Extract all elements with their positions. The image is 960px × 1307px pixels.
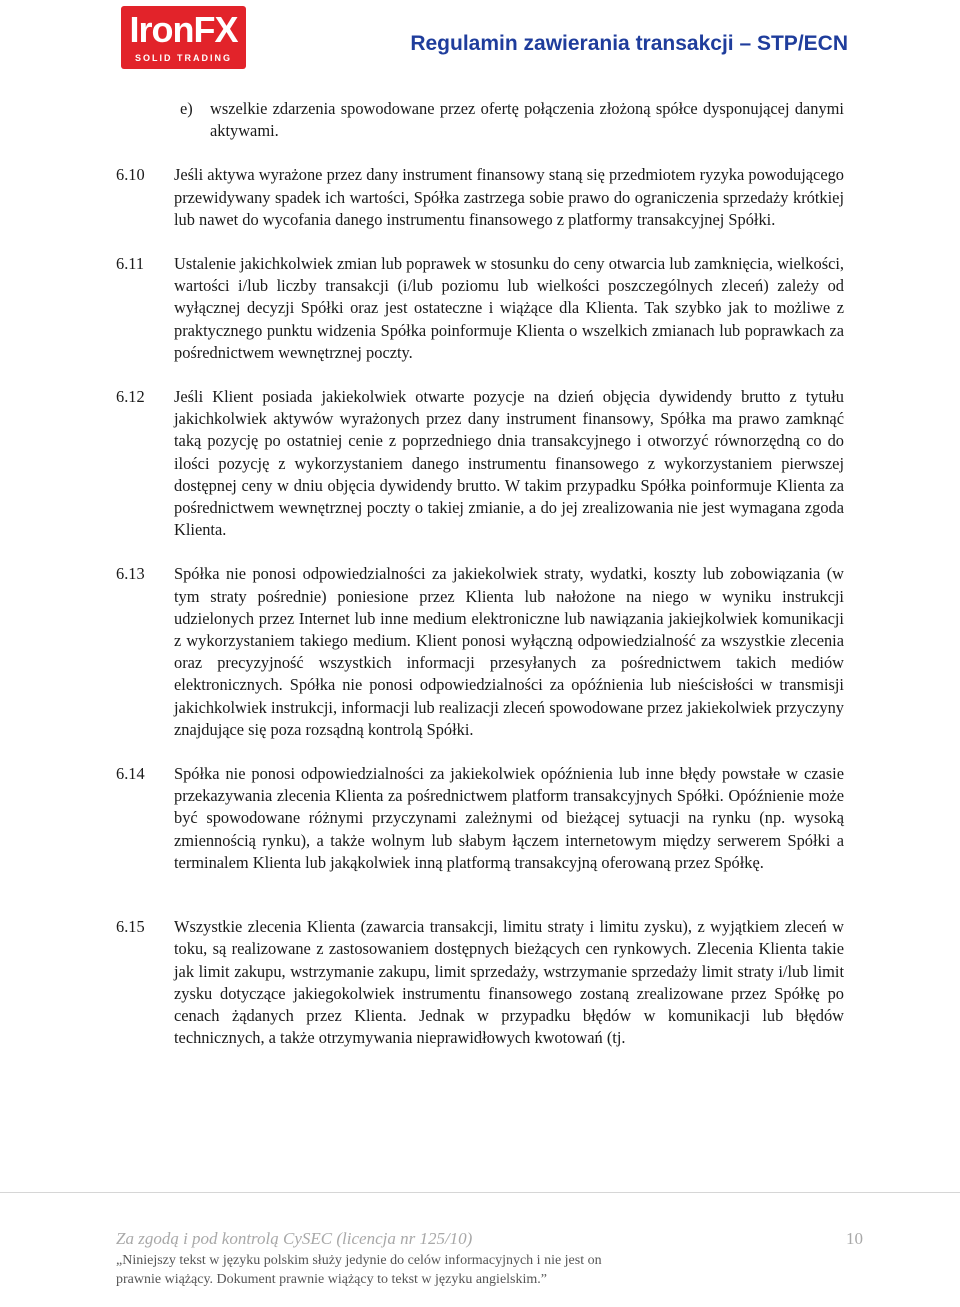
- logo-tagline: SOLID TRADING: [135, 53, 232, 63]
- section-6-15: [116, 916, 844, 1049]
- section-text: Wszystkie zlecenia Klienta (zawarcia transakcji, limitu straty i limitu zysku), z wyjątkiem zleceń w toku, są realizowane z zastosowaniem dostępnych bieżących cen rynkowych. Zlecenia Klienta takie jak limit zakupu, wstrzymanie zakupu, limit sprzedaży, wstrzymanie sprzedaży limit straty i/lub limit zysku dotyczące jakiegokolwiek instrumentu finansowego zostaną zrealizowane przez Spółkę po cenach żądanych przez Klienta. Jednak w przypadku błędów w komunikacji lub błędów technicznych, a także otrzymywania nieprawidłowych kwotowań (tj.: [174, 917, 844, 1048]
- list-item-e: [116, 98, 844, 142]
- footer-divider: [0, 1192, 960, 1193]
- item-number: e): [180, 99, 193, 118]
- section-number: 6.10: [116, 165, 145, 185]
- section-6-11: [116, 253, 844, 364]
- section-number: 6.14: [116, 764, 145, 784]
- item-text: wszelkie zdarzenia spowodowane przez ofertę połączenia złożoną spółce dysponującej danymi aktywami.: [210, 99, 844, 141]
- ironfx-logo: [121, 6, 246, 69]
- section-text: Jeśli Klient posiada jakiekolwiek otwarte pozycje na dzień objęcia dywidendy brutto z tytułu jakichkolwiek aktywów wyrażonych przez dany instrument finansowy, Spółka ma prawo zamknąć taką pozycję po ostatniej cenie z poprzedniego dnia transakcyjnego i otworzyć równorzędną co do ilości pozycję z wykorzystaniem danego instrumentu finansowego z wykorzystaniem pierwszej dostępnej ceny w dniu objęcia dywidendy brutto. W takim przypadku Spółka poinformuje Klienta za pośrednictwem wewnętrznej poczty o takiej zmianie, a do jej zrealizowania nie jest wymagana zgoda Klienta.: [174, 387, 844, 540]
- section-6-14: [116, 763, 844, 874]
- section-6-10: [116, 164, 844, 231]
- section-number: 6.11: [116, 254, 145, 274]
- section-number: 6.12: [116, 387, 145, 407]
- section-text: Jeśli aktywa wyrażone przez dany instrument finansowy staną się przedmiotem ryzyka powodującego przewidywany spadek ich wartości, Spółka zastrzega sobie prawo do ograniczenia sprzedaży krótkiej lub nawet do wycofania danego instrumentu finansowego z platformy transakcyjnej Spółki.: [174, 165, 844, 229]
- logo-wordmark: IronFX: [129, 9, 238, 50]
- section-6-12: [116, 386, 844, 541]
- document-body: [116, 98, 844, 1049]
- section-text: Spółka nie ponosi odpowiedzialności za jakiekolwiek opóźnienia lub inne błędy powstałe w czasie przekazywania zlecenia Klienta za pośrednictwem platform transakcyjnych Spółki. Opóźnienie może być spowodowane różnymi przyczynami zależnymi od bieżącej sytuacji na rynku (np. wysoką zmiennością rynku), a także wolnym lub słabym łączem internetowym między serwerem Spółki a terminalem Klienta lub jakąkolwiek inną platformą transakcyjną oferowaną przez Spółkę.: [174, 764, 844, 872]
- section-number: 6.15: [116, 917, 145, 937]
- footer-license: Za zgodą i pod kontrolą CySEC (licencja nr 125/10): [116, 1229, 473, 1248]
- page-number: 10: [846, 1229, 863, 1248]
- section-text: Spółka nie ponosi odpowiedzialności za jakiekolwiek straty, wydatki, koszty lub zobowiązania (w tym straty pośrednie) poniesione przez Klienta lub nałożone na niego w wyniku instrukcji udzielonych przez Internet lub inne medium elektroniczne lub nawiązania jakiejkolwiek komunikacji z wykorzystaniem takiego medium. Klient ponosi wyłączną odpowiedzialność za wszystkie zlecenia oraz precyzyjność wszystkich informacji przesyłanych za pośrednictwem takich mediów elektronicznych. Spółka nie ponosi odpowiedzialności za opóźnienia lub nieścisłości w transmisji jakichkolwiek instrukcji, informacji lub realizacji zleceń spowodowane przez jakiekolwiek przyczyny znajdujące się poza rozsądną kontrolą Spółki.: [174, 564, 844, 739]
- document-title: Regulamin zawierania transakcji – STP/ECN: [410, 32, 848, 55]
- section-number: 6.13: [116, 564, 145, 584]
- section-6-13: [116, 563, 844, 741]
- section-text: Ustalenie jakichkolwiek zmian lub poprawek w stosunku do ceny otwarcia lub zamknięcia, wielkości, wartości i/lub liczby transakcji (i/lub poziomu lub wielkości poszczególnych zleceń) zależy od wyłącznej decyzji Spółki oraz jest ostateczne i wiążące dla Klienta. Tak szybko jak to możliwe z praktycznego punktu widzenia Spółka poinformuje Klienta o wszelkich zmianach lub poprawkach za pośrednictwem wewnętrznej poczty.: [174, 254, 844, 362]
- footer-disclaimer: „Niniejszy tekst w języku polskim służy jedynie do celów informacyjnych i nie jest on prawnie wiążący. Dokument prawnie wiążący to tekst w języku angielskim.”: [116, 1253, 602, 1287]
